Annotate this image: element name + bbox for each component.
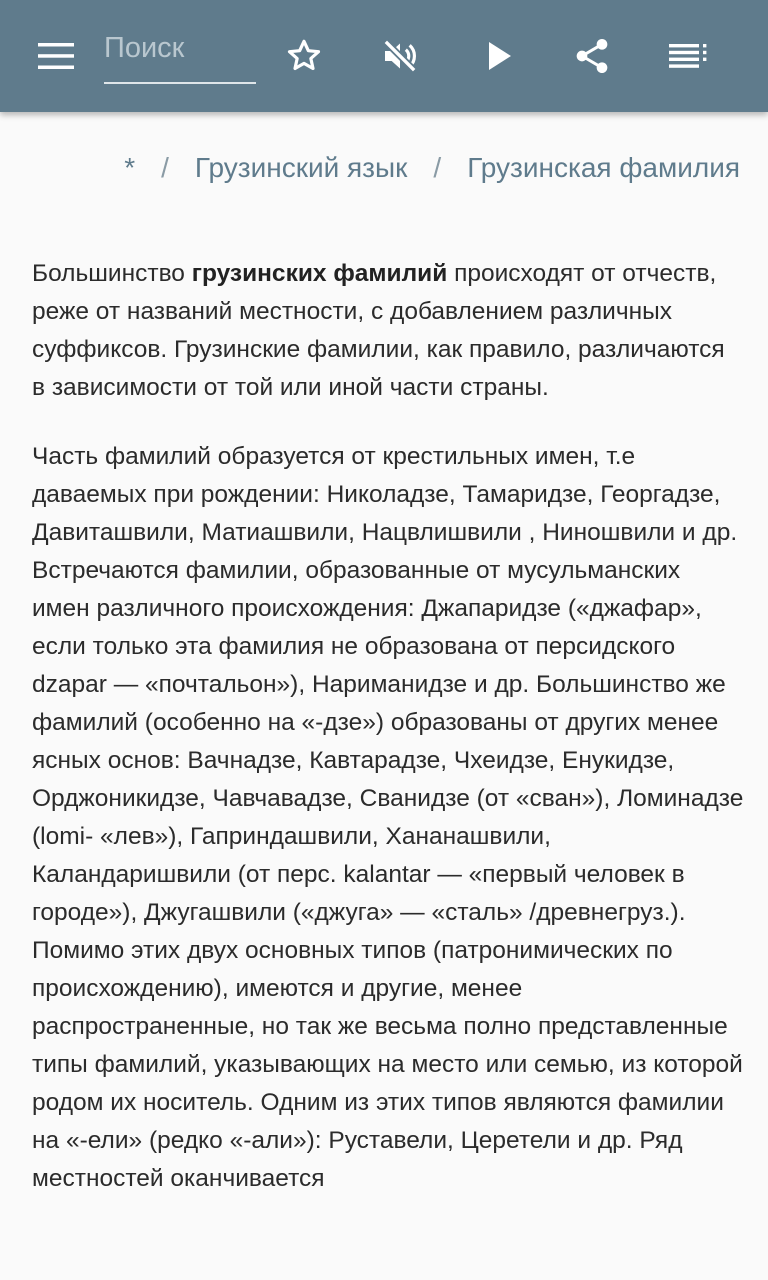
star-outline-icon bbox=[284, 36, 324, 76]
breadcrumb-separator: / bbox=[433, 152, 442, 183]
bold-term: грузинских фамилий bbox=[191, 260, 448, 287]
play-icon bbox=[483, 39, 513, 73]
menu-button[interactable] bbox=[28, 28, 84, 84]
breadcrumb-language-link[interactable]: Грузинский язык bbox=[194, 152, 408, 183]
breadcrumb-separator: / bbox=[161, 152, 169, 183]
breadcrumb-current-page[interactable]: Грузинская фамилия bbox=[467, 152, 740, 183]
hamburger-menu-icon bbox=[38, 43, 74, 69]
search-field[interactable] bbox=[104, 22, 256, 84]
article-paragraph: Часть фамилий образуется от крестильных имен, т.е даваемых при рождении: Николадзе, Тамаридзе, Георгадзе, Давиташвили, Матиашвили, Нацвлишвили , Ниношвили и др. Встречаются фамилии, образованные от мусульманских имен различного происхождения: Джапаридзе («джафар», если только эта фамилия не образована от персидского dzapar — «почтальон»), Нариманидзе и др. Большинство же фамилий (особенно на «-дзе») образованы от других менее ясных основ: Вачнадзе, Кавтарадзе, Чхеидзе, Енукидзе, Орджоникидзе, Чавчавадзе, Сванидзе (от «сван»), Ломинадзе (lomi- «лев»), Гаприндашвили, Хананашвили, Каландаришвили (от перс. kalantar — «первый человек в городе»), Джугашвили («джуга» — «сталь» /древнегруз.). Помимо этих двух основных типов (патронимических по происхождению), имеются и другие, менее распространенные, но так же весьма полно представленные типы фамилий, указывающих на место или семью, из которой родом их носитель. Одним из этих типов являются фамилии на «-ели» (редко «-али»): Руставели, Церетели и др. Ряд местностей оканчивается bbox=[32, 443, 744, 1192]
play-button[interactable] bbox=[470, 28, 526, 84]
contents-button[interactable] bbox=[660, 28, 716, 84]
app-toolbar bbox=[0, 0, 768, 112]
share-icon bbox=[572, 36, 612, 76]
share-button[interactable] bbox=[564, 28, 620, 84]
list-icon bbox=[669, 44, 707, 68]
breadcrumb bbox=[0, 146, 740, 190]
article-paragraph bbox=[32, 255, 744, 407]
mute-button[interactable] bbox=[372, 28, 428, 84]
paragraph-text: Большинство bbox=[32, 260, 192, 287]
paragraph-text: происходят от отчеств, реже от названий местности, с добавлением различных суффиксов. Грузинские фамилии, как правило, различаются в зависимости от той или иной части страны. bbox=[32, 260, 725, 401]
volume-off-icon bbox=[380, 36, 420, 76]
bookmark-button[interactable] bbox=[276, 28, 332, 84]
search-input[interactable] bbox=[104, 30, 254, 66]
article-body bbox=[32, 255, 744, 1229]
breadcrumb-root-link[interactable]: * bbox=[124, 152, 136, 183]
